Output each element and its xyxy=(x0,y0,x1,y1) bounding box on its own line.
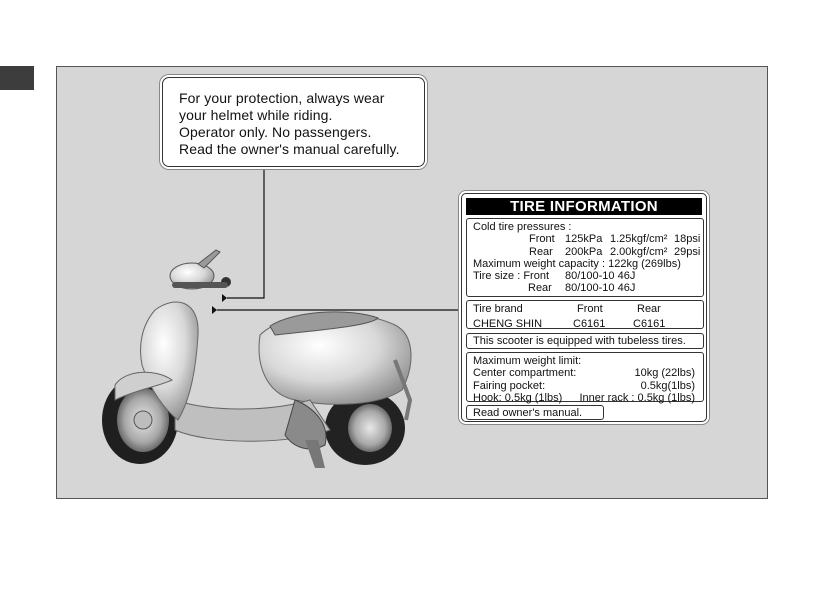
front-kgf: 1.25kgf/cm² xyxy=(610,233,668,246)
center-compartment-value: 10kg (22lbs) xyxy=(634,367,695,380)
brand-name: CHENG SHIN xyxy=(473,318,543,331)
front-label: Front xyxy=(529,233,555,246)
inner-rack-limit: Inner rack : 0.5kg (1lbs) xyxy=(579,391,695,404)
hook-limit: Hook: 0.5kg (1lbs) xyxy=(473,391,563,404)
tubeless-text: This scooter is equipped with tubeless tires. xyxy=(473,335,686,347)
tire-information-label xyxy=(461,193,707,422)
brand-rear-model: C6161 xyxy=(633,318,666,331)
rear-kgf: 2.00kgf/cm² xyxy=(610,245,668,258)
weight-limit-section xyxy=(466,352,704,402)
helmet-label-line: Operator only. No passengers. xyxy=(179,124,372,140)
fairing-pocket-label: Fairing pocket: xyxy=(473,379,546,392)
rear-kpa: 200kPa xyxy=(565,245,603,258)
fairing-pocket-value: 0.5kg(1lbs) xyxy=(640,379,695,392)
brand-rear-header: Rear xyxy=(637,303,661,315)
front-psi: 18psi xyxy=(674,233,701,246)
helmet-warning-label xyxy=(162,77,425,167)
tire-size-front: 80/100-10 46J xyxy=(565,270,636,283)
brand-header: Tire brand xyxy=(473,303,523,315)
tire-size-rear: 80/100-10 46J xyxy=(565,282,636,295)
rear-label: Rear xyxy=(529,245,553,258)
tire-brand-section xyxy=(466,300,704,329)
brand-front-model: C6161 xyxy=(573,318,606,331)
tire-size-label: Tire size : Front xyxy=(473,270,549,283)
helmet-label-line: your helmet while riding. xyxy=(179,107,333,123)
weight-limit-heading: Maximum weight limit: xyxy=(473,355,582,367)
brand-front-header: Front xyxy=(577,303,603,315)
tire-pressure-section xyxy=(466,218,704,297)
helmet-label-line: For your protection, always wear xyxy=(179,90,385,106)
center-compartment-label: Center compartment: xyxy=(473,367,577,380)
read-manual-box xyxy=(466,405,604,420)
max-weight-capacity: Maximum weight capacity : 122kg (269lbs) xyxy=(473,257,681,270)
tubeless-notice xyxy=(466,333,704,349)
tire-info-title: TIRE INFORMATION xyxy=(466,198,702,215)
tire-size-rear-label: Rear xyxy=(528,282,552,295)
read-manual-text: Read owner's manual. xyxy=(473,407,583,419)
rear-psi: 29psi xyxy=(674,245,701,258)
helmet-label-line: Read the owner's manual carefully. xyxy=(179,141,400,157)
pressure-heading: Cold tire pressures : xyxy=(473,221,572,233)
front-kpa: 125kPa xyxy=(565,233,603,246)
